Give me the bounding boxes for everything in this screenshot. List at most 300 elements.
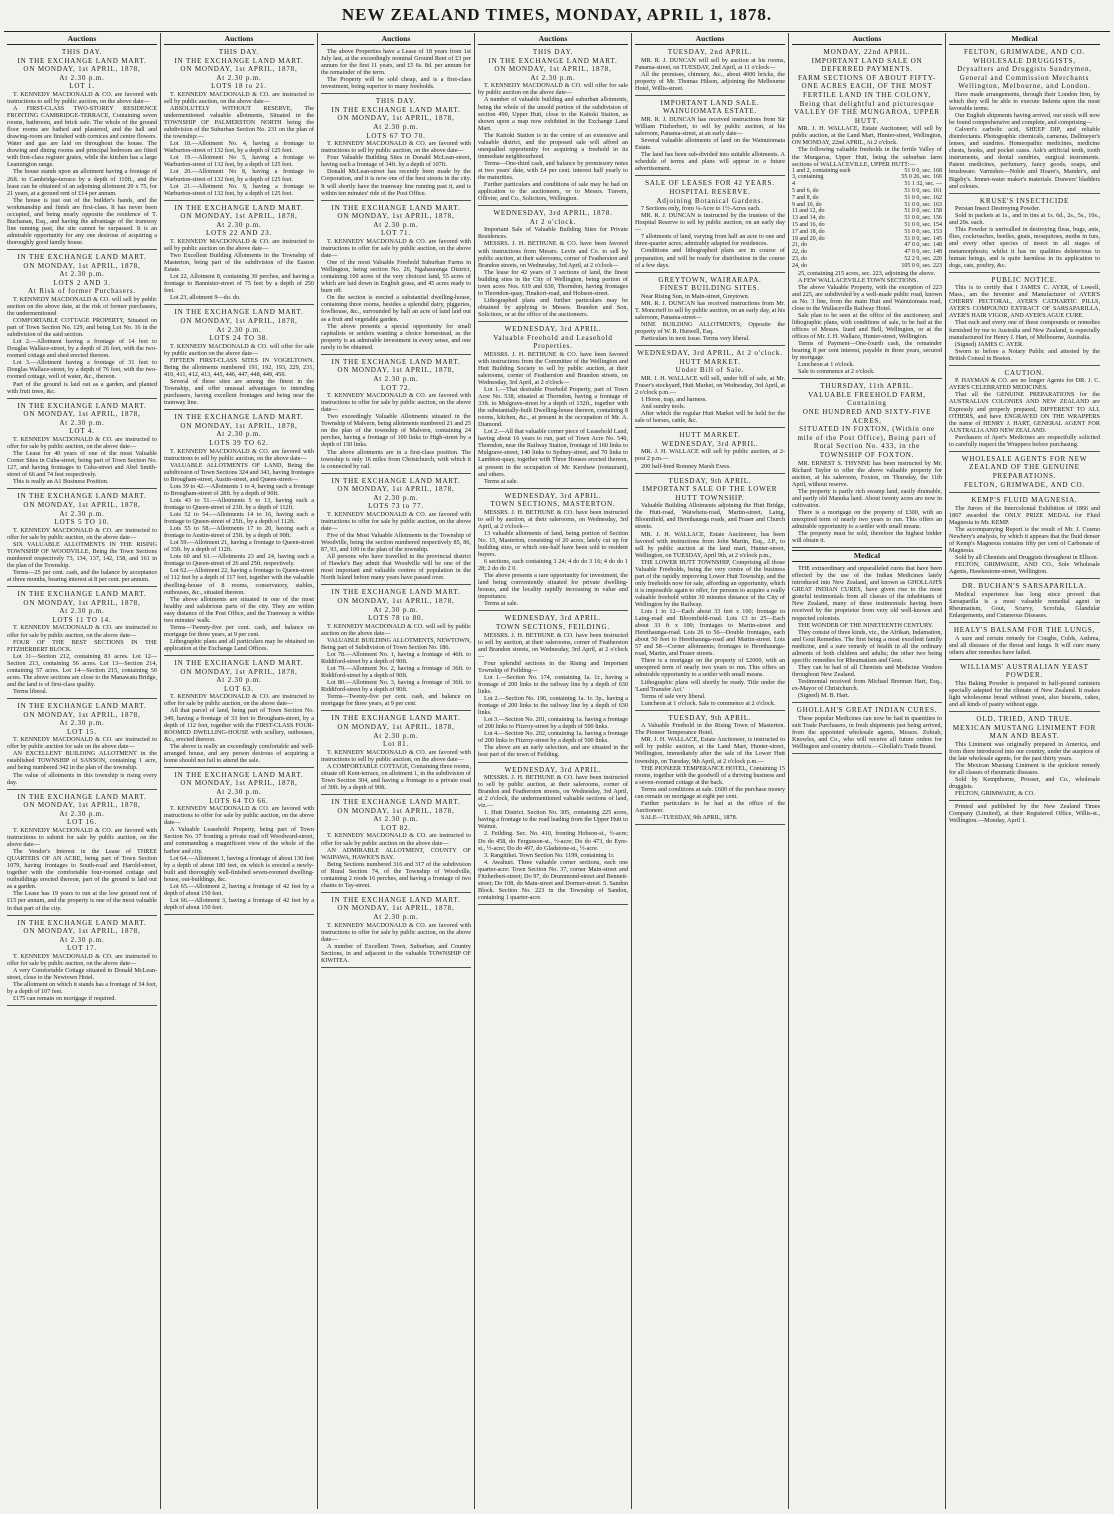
ad-paragraph: This is really an A1 Business Position. [13, 478, 109, 486]
ad-heading-line: At 2.30 p.m. [59, 270, 105, 279]
ad-paragraph: 1. Hutt District. Section No. 305, containing 225 acres, having a frontage to the road leading from the Upper Hutt to Wainui. [478, 809, 628, 831]
ad-heading-line: ON MONDAY, 1st APRIL, 1878, [180, 779, 298, 788]
ad-paragraph: Lots 52 to 54.—Allotments 14 to 16, having each a frontage to Queen-street of 25ft., by a depth of 112ft. [164, 511, 314, 526]
ad-heading-line: ON MONDAY, 1st APRIL, 1878, [23, 65, 141, 74]
ad-paragraph: Sold by Kempthorne, Prosser, and Co., wholesale druggists. [949, 776, 1100, 791]
advertisement [635, 178, 785, 272]
ad-heading-line: LOT 72. [381, 383, 411, 392]
ad-heading-line: IN THE EXCHANGE LAND MART. [331, 476, 461, 485]
ad-heading-line: Drysalters and Druggists Sundrymen, [957, 65, 1092, 74]
ad-heading-line: VALUABLE FREEHOLD FARM, Containing [808, 390, 926, 408]
ad-paragraph: T. KENNEDY MACDONALD & CO. are favored with instructions to sell by public auction, on the above date— [321, 748, 471, 763]
advertisement [949, 47, 1100, 194]
masthead-rule [4, 31, 1110, 32]
advertisement [478, 47, 628, 206]
lot-row [792, 242, 942, 249]
ad-paragraph: Calvert's carbolic acid, SHEEP DIP, and reliable disinfectants. Photographic chemicals, cameras, Dallmeyer's lenses, and sundries. Homeopathic medicines, medicine chests, books, and pocket cases. Ash's artificial teeth, tooth instruments, and dental sundries, surgical instruments. Patent medicines, perfumery, fancy goods, soaps, and brushware. Varnishes—Noble and Hoare's, Mander's, and Bigsby's. Jennet-water maker's materials. Drawers' bladders and colours. [949, 126, 1100, 190]
ad-paragraph: Lot 4.—Section No. 202, containing 1a. having a frontage of 200 links to Fitzroy-street by a depth of 500 links. [478, 730, 628, 745]
lot-row [792, 188, 942, 195]
ad-paragraph: The above allotments are situated in one of the most healthy and salubrious parts of the city. They are within easy distance of the Post Office, and the Tramway is within two minutes' walk. [164, 595, 314, 624]
ad-heading-line: WILLIAMS' AUSTRALIAN YEAST POWDER. [960, 662, 1089, 680]
ad-paragraph: 2. Feilding. Sec. No. 410, fronting Hobson-st., ½-acre; Do do 458, do Fergusson-st., ½-acre; Do do 473, do Eyre-st., ½-acre; Do do 497, do Gladstone-st., ½-acre. [478, 830, 628, 852]
lot-cell: 13 and 14, do [792, 215, 825, 222]
ad-paragraph: Two exceedingly Valuable Allotments situated in the Township of Malvern, being allotments numbered 21 and 25 on the plan of the township of Malvern, containing 24 perches, having a frontage of 100 links to High-street by a depth of 150 links. [321, 413, 471, 449]
ad-heading-line: TUESDAY, 9th APRIL. [668, 476, 752, 485]
ad-paragraph: Several of these sites are among the finest in the Township, and offer unusual advantages to intending purchasers, having excellent frontages and being near the tramway line. [164, 378, 314, 407]
advertisement [478, 765, 628, 905]
advertisement [949, 714, 1100, 801]
lot-cell: 51 0 0, sec. 161 [904, 188, 942, 195]
ad-paragraph: Lots 1 to 12—Each about 33 feet x 100; frontage to Laing-road and Bloomfield-road. Lots 13 to 25—Each about 33 ft x 100; frontages to Martin-street and Herethaunga-road. Lots 26 to 56—Double frontages, each about 50 feet to Herethaunga-road and Martin-street. Lots 57 and 58—Corner allotments; frontages to Herethaunga-road, Martin, and Fraser streets. [635, 608, 785, 658]
advertisement [321, 895, 471, 968]
ad-paragraph: And sundry tools. [641, 403, 686, 411]
ad-heading-line: GREYTOWN, WAIRARAPA. [658, 275, 762, 284]
lot-cell: 11 and 12, do [792, 208, 825, 215]
ad-paragraph: Sold in packets at 1s., and in tins at 1s. 6d., 2s., 5s., 10s., and 20s. each. [949, 212, 1100, 227]
ad-paragraph: T. KENNEDY MACDONALD & CO. are instructed to offer for sale by public auction, on the above date— [7, 436, 157, 451]
ad-heading-line: TUESDAY, 2nd APRIL. [667, 48, 753, 56]
ad-paragraph: T. KENNEDY MACDONALD & CO. are favored with instructions to offer for sale by public auction, on the above date— [321, 392, 471, 414]
ad-paragraph: VALUABLE ALLOTMENTS OF LAND, Being the subdivision of Town Sections 324 and 343, having frontages to Brougham-street, Austin-street, and Queen-street— [164, 461, 314, 483]
ad-paragraph: This Powder is unrivalled in destroying fleas, bugs, ants, flies, cockroaches, beetles, gnats, mosquitoes, moths in furs, and every other species of insect in all stages of metamorphosis; whilst it has no qualities deleterious to human beings, and is quite harmless in its application to dogs, cats, poultry, &c. [949, 226, 1100, 269]
lot-cell: 23, do [792, 255, 807, 262]
ad-heading-line: At 2.30 p.m. [216, 788, 262, 797]
ad-paragraph: T. KENNEDY MACDONALD & CO. are instructed to offer by public auction for sale on the above date— [7, 736, 157, 751]
ad-paragraph: ABSOLUTELY WITHOUT RESERVE, The undermentioned valuable allotments, Situated in the TOWNSHIP OF PALMERSTON NORTH being the subdivision of the Suburban Section No. 231 on the plan of the township:— [164, 105, 314, 141]
ad-heading-line: ON MONDAY, 1st APRIL, 1878, [23, 801, 141, 810]
advertisement [792, 381, 942, 548]
ad-paragraph: Terms of sale very liberal. [641, 692, 706, 700]
ad-heading-line: IN THE EXCHANGE LAND MART. [17, 492, 147, 501]
advertisement [321, 96, 471, 200]
ad-paragraph: Our English shipments having arrived, our stock will now be found comprehensive and complete, and comprising— [949, 112, 1100, 127]
ad-paragraph: The property is partly rich swamp land, easily drainable, and partly old Manuka land. About twenty acres are now in cultivation. [792, 487, 942, 509]
ad-paragraph: T. KENNEDY MACDONALD & CO. are instructed to offer for sale by public auction, on the above date— [164, 693, 314, 708]
ad-paragraph: The lease for 42 years of 3 sections of land, the finest building sites in the City of Wellington, being portion of town acres Nos. 619 and 630, Thorndon, having frontages to Thorndon-quay, Tinakori-road, and Hobson-street. [478, 268, 628, 297]
ad-heading-line: LOTS 24 TO 38. [209, 334, 269, 343]
ad-paragraph: Sale plan to be seen at the office of the auctioneer, and lithographic plans, with conditions of sale, to be had at the offices of Messrs. Izard and Bell, Wellington, or at the offices of Mr. J. H. Wallace, Hunter-street, Wellington. [792, 311, 942, 340]
ad-heading-line: ON MONDAY, 1st APRIL, 1878, [23, 410, 141, 419]
ad-heading-line: IMPORTANT SALE OF THE LOWER HUTT TOWNSHIP. [642, 485, 778, 502]
ad-paragraph: Lot 78.—Allotment No. 1, having a frontage of 46ft. to Riddiford-street by a depth of 90ft. [321, 651, 471, 666]
advertisement [949, 275, 1100, 366]
ad-heading-line: DR. BUCHAN'S SARSAPARILLA. [961, 582, 1088, 591]
ad-heading-line: WAINUIOMATA ESTATE. [662, 107, 758, 116]
lot-cell: 51 0 0, sec. 153 [904, 228, 942, 235]
advertisement [7, 401, 157, 490]
ad-heading-line: Wellington, Melbourne, and London. [958, 82, 1091, 91]
ad-heading-line: IN THE EXCHANGE LAND MART. [331, 357, 461, 366]
ad-paragraph: Lot 2.—Section No. 196, containing 1a. 1r. 3p., having a frontage of 200 links to the railway line by a depth of 630 links. [478, 695, 628, 717]
ad-paragraph: NINE BUILDING ALLOTMENTS, Opposite the property of W. R. Hutwell, Esq. [635, 320, 785, 336]
ad-heading-line: At 2.30 p.m. [373, 123, 419, 132]
lot-row [792, 195, 942, 202]
ad-paragraph: The following valuable freeholds in the fertile Valley of the Mungaroa, Upper Hutt, being the suburban farm sections of WALLACEVILLE, UPPER HUTT:— [792, 146, 942, 168]
ad-paragraph: All that parcel of land, being part of Town Section No. 349, having a frontage of 33 feet to Brougham-street, by a depth of 112 feet, together with the FIRST-CLASS FOUR-ROOMED DWELLING-HOUSE with scullery, outhouses, &c., erected thereon. [164, 707, 314, 743]
ad-paragraph: Lot 22, Allotment 8, containing 30 perches, and having a frontage to Bannister-street of 75 feet by a depth of 250 feet. [164, 273, 314, 295]
ad-paragraph: MR. J. H. WALLACE, Estate Auctioneer, is instructed to sell by public auction, at the Land Mart, Hunter-street, Wellington, immediately after the sale of the Lower Hutt township, on Tuesday, 9th April, at 2 o'clock p.m.— [635, 736, 785, 765]
ad-paragraph: A FEW WALLACEVILLE TOWN SECTIONS. [798, 276, 919, 284]
advertisement [478, 491, 628, 612]
ad-heading-line: At 2.30 p.m. [373, 220, 419, 229]
column-4 [475, 33, 632, 1509]
ad-paragraph: MR. J. H. WALLACE will sell, under bill of sale, at Mr. Fraser's stockyard, Hutt Market, on Wednesday, 3rd April, at 2 o'clock p.m.— [635, 374, 785, 396]
ad-heading-line: KEMP'S FLUID MAGNESIA. [971, 496, 1078, 505]
ad-paragraph: MR. R. J. DUNCAN is instructed by the trustees of the Hospital Reserve to sell by public auction, on an early day— [635, 212, 785, 234]
ad-heading-line: LOTS 39 TO 62. [209, 439, 269, 448]
advertisement [321, 587, 471, 711]
ad-heading-line: ON MONDAY, 1st APRIL, 1878, [180, 421, 298, 430]
advertisement [949, 581, 1100, 623]
ad-paragraph: MR. ERNEST S. THYNNE has been instructed by Mr. Richard Taylor to offer the above valuable property for auction, at his saleroom, Foxton, on Thursday, the 11th April, without reserve. [792, 459, 942, 488]
column-7 [946, 33, 1103, 1509]
ad-paragraph: All persons who have travelled in the provincial district of Hawke's Bay admit that Woodville will be one of the most important and valuable centres of population in the North Island before many years have passed over. [321, 553, 471, 582]
ad-paragraph: Luncheon at 1 o'clock. [798, 361, 855, 369]
ad-paragraph: Purchasers of Ayer's Medicines are respectfully solicited to carefully inspect the Wrappers before purchasing. [949, 433, 1100, 448]
ad-heading-line: At 2.30 p.m. [59, 73, 105, 82]
ad-paragraph: These popular Medicines can now be had in quantities to suit Trade Purchasers, in fresh shipments just being arrived, from the appointed wholesale agents, Messrs. Zohrab, Knowles, and Co., who will receive all future orders for Wellington and country districts.—Ghollah's Trade Brand. [792, 714, 942, 750]
ad-paragraph: THE extraordinary and unparalleled cures that have been effected by the use of the Indian Medicines lately introduced into New Zealand, and known as GHOLLAH'S GREAT INDIAN CURES, have given rise to the most grateful testimonials from all classes of the inhabitants of New Zealand, many of these testimonials having been received by the proprietor from very old well-known and respected colonists. [792, 565, 942, 622]
advertisement [949, 625, 1100, 660]
advertisement [949, 495, 1100, 579]
ad-heading-line: At 2.30 p.m. [373, 605, 419, 614]
ad-paragraph: Lot 18.—Allotment No. 4, having a frontage to Warburton-street of 132 feet, by a depth of 125 feet. [164, 140, 314, 155]
ad-heading-line: IN THE EXCHANGE LAND MART. [488, 56, 618, 65]
ad-heading-line: IN THE EXCHANGE LAND MART. [17, 253, 147, 261]
advertisement [635, 430, 785, 473]
ad-heading-line: At 2.30 p.m. [59, 418, 105, 427]
ad-heading-line: LOTS 2 AND 3. [53, 278, 111, 287]
lot-cell: 51 0 0, sec. 154 [904, 222, 942, 228]
section-heading: Auctions [635, 34, 785, 45]
ad-paragraph: The Vendor's Interest in the Lease of THREE QUARTERS OF AN ACRE, being part of Town Section 1079, having frontages to South-road and Harold-street, together with the comfortable four-roomed cottage and outbuildings erected thereon, part of the ground is laid out as a garden. [7, 848, 157, 891]
ad-heading-line: LOT 15. [67, 727, 97, 736]
ad-paragraph: SIX VALUABLE ALLOTMENTS IN THE RISING TOWNSHIP OF WOODVILLE, Being the Town Sections numbered respectively 73, 134, 137, 142, 158, and 161 in the plan of the Township. [7, 540, 157, 569]
advertisement [164, 307, 314, 410]
advertisement [7, 792, 157, 916]
ad-paragraph: Lot 64.—Allotment 1, having a frontage of about 130 feet by a depth of about 180 feet, on which is erected a newly-built and thoroughly well-finished seven-roomed dwelling-house, out-buildings, &c. [164, 854, 314, 883]
ad-heading-line: IN THE EXCHANGE LAND MART. [17, 590, 147, 599]
lot-cell: 5 and 6, do [792, 188, 819, 195]
ad-heading-line: ON MONDAY, 1st APRIL, 1878, [23, 500, 141, 509]
ad-paragraph: The allotment on which it stands has a frontage of 34 feet, by a depth of 107 feet. [7, 981, 157, 996]
lot-row [792, 263, 942, 270]
advertisement [7, 701, 157, 790]
lot-row [792, 222, 942, 229]
ad-heading-line: At 2.30 p.m. [216, 430, 262, 439]
ad-heading-line: LOT 17. [67, 944, 97, 953]
ad-paragraph: Lot 2.—Allotment having a frontage of 14 feet to Douglas Wallace-street, by a depth of 26 feet, with the two-roomed cottage and shed erected thereon. [7, 338, 157, 360]
ad-heading-line: FELTON, GRIMWADE, AND CO. [964, 48, 1085, 56]
advertisement [478, 613, 628, 762]
ad-heading-line: ON MONDAY, 1st APRIL, 1878, [180, 667, 298, 676]
advertisement [321, 357, 471, 474]
ad-paragraph: There is a mortgage on the property of £2000, with an unexpired term of nearly two years to run. This offers an admirable opportunity to a settler with small means. [635, 657, 785, 679]
ad-heading-line: TOWN SECTIONS, MASTERTON. [490, 500, 616, 509]
section-heading: Medical [949, 34, 1100, 45]
lot-cell: 15 and 16, do [792, 222, 825, 228]
ad-heading-line: IN THE EXCHANGE LAND MART. [331, 895, 461, 904]
ad-paragraph: Several valuable allotments of land on the Wainuiomata Estate. [635, 137, 785, 152]
ad-paragraph: £175 can remain on mortgage if required. [13, 995, 116, 1003]
ad-paragraph: Four Valuable Building Sites in Donald McLean-street, having each a frontage of 34ft. by a depth of 107ft. [321, 154, 471, 169]
ad-heading-line: At 2.30 p.m. [59, 509, 105, 518]
ad-paragraph: T. KENNEDY MACDONALD & CO. will sell by public auction on the above date— [321, 622, 471, 637]
ad-heading-line: IN THE EXCHANGE LAND MART. [174, 203, 304, 212]
ad-heading-line: WEDNESDAY, 3rd APRIL, At 2 o'clock. [637, 349, 783, 358]
ad-paragraph: MESSRS. J. H. BETHUNE & CO. have been favored with instructions from Messrs. Levin and Co. to sell by public auction, at their salerooms, corner of Featherston and Brandon streets, on Wednesday, 3rd April, at 2 o'clock— [478, 240, 628, 269]
ad-heading-line: LOTS 64 TO 66. [209, 796, 269, 805]
ad-paragraph: Five of the Most Valuable Allotments in the Township of Woodville, being the section numbered respectively 85, 86, 87, 93, and 100 in the plan of the township. [321, 532, 471, 554]
ad-paragraph: MESSRS. J. H. BETHUNE & CO. have been favored with instructions from the Committee of the Wellington and Hutt Building Society to sell by public auction, at their salerooms, corner of Featherston and Brandon streets, on Wednesday, 3rd April, at 2 o'clock— [478, 350, 628, 386]
lot-cell: 55 0 26, sec. 166 [901, 174, 942, 181]
ad-paragraph: 4. Awahuri. Three valuable corner sections, each one quarter-acre: Town Section No. 37, corner Main-street and Fitzherbert-street; Do 97, do Drummond-street and Bennett-street; Do 108, do Main-street and Dormer-street. 5. Sandon Block. Section No. 223 in the Township of Sandon, containing 1 quarter-acre. [478, 858, 628, 901]
ad-paragraph: The Kaitoki Station is in the centre of an extensive and valuable district, and the proposed sale will afford an unequalled opportunity for acquiring a freehold in its immediate neighbourhood. [478, 131, 628, 160]
ad-paragraph: T. KENNEDY MACDONALD & CO. are instructed to offer for sale by public auction, on the above date— [7, 526, 157, 541]
advertisement [321, 713, 471, 795]
ad-paragraph: The Mexican Mustang Liniment is the quickest remedy for all classes of rheumatic diseases. [949, 762, 1100, 777]
ad-heading-line: IN THE EXCHANGE LAND MART. [174, 56, 304, 65]
advertisement [321, 203, 471, 355]
lot-cell: 24, do [792, 262, 807, 269]
ad-heading-line: IN THE EXCHANGE LAND MART. [17, 401, 147, 410]
columns-area [4, 33, 1110, 1509]
masthead: NEW ZEALAND TIMES, MONDAY, APRIL 1, 1878. [341, 5, 773, 24]
ad-paragraph: Lot 79.—Allotment No. 2, having a frontage of 36ft. to Riddiford-street by a depth of 90ft. [321, 665, 471, 680]
ad-paragraph: A COMFORTABLE COTTAGE, Containing three rooms, situate off Kent-terrace, on allotment 1, in the subdivision of Town Section 304, and having a frontage to a private road of 30ft. by a depth of 90ft. [321, 762, 471, 792]
ad-heading-line: At 2.30 p.m. [373, 374, 419, 383]
ad-paragraph: Further particulars to be had at the office of the Auctioneer. [635, 799, 785, 814]
advertisement [949, 662, 1100, 712]
ad-paragraph: Lot 80.—Allotment No. 3, having a frontage of 36ft. to Riddiford-street by a depth of 90ft. [321, 679, 471, 694]
lot-cell: 7 and 8, do [792, 194, 819, 201]
lot-cell: 19 and 20, do [792, 235, 825, 242]
advertisement [792, 705, 942, 754]
lot-cell: 1 and 2, containing each [792, 167, 851, 174]
ad-heading-line: WEDNESDAY, 3rd APRIL. [504, 765, 602, 774]
ad-paragraph: Terms of Payment—One-fourth cash, the remainder bearing 8 per cent interest, payable in three years, secured by mortgage. [792, 340, 942, 362]
ad-paragraph: The above Valuable Property, with the exception of 223 and 225, are subdivided by a well-made public road, known as No. 3 line, from the main Hutt and Wainuiomata road, close to the Wallaceville Railway Hotel. [792, 283, 942, 312]
advertisement [478, 324, 628, 489]
ad-paragraph: Persian Insect Destroying Powder. [955, 205, 1041, 213]
ad-paragraph: The above Properties have a Lease of 18 years from 1st July last, at the exceedingly nominal Ground Rent of £3 per annum for the first 11 years, and £5 6s. 8d. per annum for the remainder of the term. [321, 48, 471, 77]
ad-heading-line: THIS DAY. [375, 97, 417, 106]
ad-paragraph: Testimonial received from Michael Brennan Hart, Esq., ex-Mayor of Christchurch. [792, 677, 942, 692]
ad-paragraph: A FIRST-CLASS TWO-STOREY RESIDENCE FRONTING CAMBRIDGE-TERRACE, Containing seven rooms, bathroom, and brick safe. The whole of the ground floor rooms are bathed and plastered, and the hall and drawing-room are finished with cornices and centre flowers. Water and gas are laid on throughout the house. The drawing and dining rooms and principal bedroom are fitted with first-class register grates, while the kitchen has a large Leamington range. [7, 105, 157, 169]
ad-heading-line: Lot 81. [382, 740, 410, 749]
ad-paragraph: (Signed) M. B. Hart. [798, 692, 850, 700]
ad-paragraph: Lot 66.—Allotment 3, having a frontage of 42 feet by a depth of about 150 feet. [164, 896, 314, 911]
lot-cell: 52 2 0, sec. 220 [904, 255, 942, 262]
ad-paragraph: A number of Excellent Town, Suburban, and Country Sections, in and adjacent to the valuable TOWNSHIP OF KIWITEA. [321, 942, 471, 964]
lot-row [792, 202, 942, 209]
ad-heading-line: LOTS 11 TO 14. [52, 615, 112, 624]
ad-heading-line: SALE OF LEASES FOR 42 YEARS. [645, 179, 775, 188]
ad-paragraph: T. KENNEDY MACDONALD & CO. are favored with instructions to offer for sale by public auction, on the above date— [321, 511, 471, 533]
ad-heading-line: LOT 16. [67, 818, 97, 827]
ad-heading-line: ON MONDAY, 1st APRIL, 1878, [337, 114, 455, 123]
lot-cell: 51 0 0, sec. 156 [904, 215, 942, 222]
advertisement [792, 564, 942, 703]
ad-paragraph: Lithographic plans and all particulars may be obtained on application at the Exchange Land Offices. [164, 637, 314, 652]
ad-heading-line: WEDNESDAY, 3rd APRIL, 1878. [493, 209, 613, 218]
ad-paragraph: T. KENNEDY MACDONALD & CO. are favored with instructions to offer for sale by public auction, on the above date— [321, 921, 471, 943]
advertisement [321, 47, 471, 94]
ad-heading-line: MONDAY, 22nd APRIL. [823, 48, 911, 56]
ad-paragraph: The above is really an exceedingly comfortable and well-arranged house, and any person desirous of acquiring a home should not fail to attend the sale. [164, 742, 314, 764]
ad-paragraph: Sale to commence at 2 o'clock. [798, 368, 875, 376]
ad-paragraph: Lot 11—Section 212, containing 83 acres. Lot 12—Section 213, containing 56 acres. Lot 13—Section 214, containing 57 acres. Lot 14—Section 215, containing 50 acres. The above sections are close to the Manawatu Bridge, and the land is of first-class quality. [7, 652, 157, 688]
ad-paragraph: The house stands upon an allotment having a frontage of 26ft. to Cambridge-terrace by a depth of 110ft., and the lease can be obtained of an adjoining allotment 20 x 75, for 21 years, at a ground rent of £14 per annum. [7, 168, 157, 197]
ad-paragraph: The house is just out of the builder's hands, and the workmanship and finish are first-class. It has never been occupied, and being nearly opposite the residence of T. Buchanan, Esq., and having the advantage of the tramway line running past, the site cannot be surpassed. It is an admirable opportunity for any one desirous of acquiring a thoroughly good family house. [7, 196, 157, 246]
advertisement [635, 348, 785, 428]
ad-paragraph: MR. R. J. DUNCAN will sell by auction at his rooms, Panama-street, on TUESDAY, 2nd April, at 11 o'clock— [635, 56, 785, 71]
column-6 [789, 33, 946, 1509]
ad-paragraph: A sure and certain remedy for Coughs, Colds, Asthma, and all diseases of the throat and lungs. It will cure many others after remedies have failed. [949, 634, 1100, 656]
ad-paragraph: All the premises, chimney, &c., about 4000 bricks, the property of Mr. Thomas Hilson, adjoining the Melbourne Hotel, Willis-street. [635, 70, 785, 92]
advertisement [164, 203, 314, 306]
ad-paragraph: 7 allotments of land, varying from half an acre to one and three-quarter acres; admirably adapted for residences. [635, 233, 785, 248]
ad-paragraph: T. KENNEDY MACDONALD & CO. are favored with instructions to sell by public auction, on the above date— [164, 447, 314, 462]
ad-paragraph: Terms—One-third cash, and balance by promissory notes at two years' date, with £4 per cent. interest half yearly to the maturities. [478, 159, 628, 181]
ad-paragraph: A very Comfortable Cottage situated in Donald McLean-street, close to the Newtown Hotel. [7, 967, 157, 982]
ad-heading-line: THIS DAY. [532, 48, 574, 56]
ad-heading-line: IN THE EXCHANGE LAND MART. [174, 659, 304, 667]
ad-heading-line: IN THE EXCHANGE LAND MART. [17, 918, 147, 927]
ad-heading-line: ON MONDAY, 1st APRIL, 1878, [23, 598, 141, 607]
advertisement [949, 454, 1100, 493]
ad-paragraph: MESSRS. J. H. BETHUNE & CO. have been instructed to sell by auction, at their salerooms, on Wednesday, 3rd April, at 2 o'clock— [478, 508, 628, 530]
ad-paragraph: T. KENNEDY MACDONALD & CO. are favored with instructions to submit for sale by public auction, on the above date— [7, 827, 157, 849]
section-heading: Auctions [7, 34, 157, 45]
ad-heading-line: HEALY'S BALSAM FOR THE LUNGS, [953, 626, 1096, 635]
ad-paragraph: That each and every one of these compounds or remedies furnished by me to Australia and New Zealand, is especially manufactured for Henry J. Hart, of Melbourne, Australia. [949, 319, 1100, 341]
ad-paragraph: The above are an early selection, and are situated in the best part of the town of Feilding. [478, 744, 628, 759]
ad-heading-line: HUTT MARKET. [679, 357, 741, 366]
column-2 [161, 33, 318, 1509]
ad-heading-line: KRUSE'S INSECTICIDE [979, 196, 1070, 205]
ad-paragraph: Medical experience has long since proved that Sarsaparilla is a most valuable remedial agent in Rheumatism, Gout, Scurvy, Scrofula, Glandular Enlargements, and Cutaneous Diseases. [949, 590, 1100, 619]
ad-heading-line: ON MONDAY, 1st APRIL, 1878, [337, 212, 455, 221]
lot-row [792, 229, 942, 236]
ad-heading-line: THIS DAY. [61, 48, 103, 56]
ad-heading-line: GHOLLAH'S GREAT INDIAN CURES. [796, 706, 938, 715]
ad-heading-line: PUBLIC NOTICE. [991, 275, 1058, 284]
ad-paragraph: Lot 20.—Allotment No 8, having a frontage to Warburton-street of 132 feet, by a depth of 125 feet. [164, 168, 314, 183]
ad-paragraph: T. KENNEDY MACDONALD & CO. will offer for sale by public auction on the above date— [478, 82, 628, 97]
advertisement [7, 47, 157, 250]
ad-paragraph: 6 sections, each containing 3 24; 4 do do 3 16; 4 do do 1 28; 2 do do 2 0. [478, 558, 628, 573]
ad-paragraph: The Property will be sold cheap, and is a first-class investment, being superior to many freeholds. [321, 76, 471, 91]
ad-heading-line: Under Bill of Sale. [675, 366, 745, 375]
ad-heading-line: IMPORTANT LAND SALE ON DEFERRED PAYMENTS. [811, 56, 923, 74]
section-heading: Auctions [321, 34, 471, 45]
ad-heading-line: At 2.30 p.m. [216, 325, 262, 334]
ad-paragraph: Lot 65.—Allotment 2, having a frontage of 42 feet by a depth of about 150 feet. [164, 882, 314, 897]
ad-paragraph: They can be had of all Chemists and Medicine Vendors throughout New Zealand. [792, 663, 942, 678]
ad-paragraph: The above allotments are in a first-class position. The township is only 16 miles from Christchurch, with which it is connected by rail. [321, 448, 471, 470]
ad-paragraph: Lots 55 to 58.—Allotments 17 to 20, having each a frontage to Austin-street of 25ft. by a depth of 90ft. [164, 525, 314, 540]
lot-cell: 51 0 0, sec. 158 [904, 208, 942, 215]
ad-paragraph: Terms—Twenty-five per cent. cash, and balance on mortgage for three years, at 9 per cent. [164, 623, 314, 638]
section-heading: Medical [792, 550, 942, 562]
ad-paragraph: Terms liberal. [13, 687, 48, 695]
ad-heading-line: WEDNESDAY, 3rd APRIL. [661, 439, 759, 448]
ad-paragraph: T. KENNEDY MACDONALD & CO. are instructed to offer for sale by public auction, on the above date— [7, 624, 157, 639]
ad-heading-line: FARM SECTIONS OF ABOUT FIFTY-ONE ACRES EACH, OF THE MOST FERTILE LAND IN THE COLONY, [797, 73, 937, 99]
lot-cell: 51 0 0, sec. 145 [904, 235, 942, 242]
ad-paragraph: 25, containing 215 acres, sec. 223, adjoining the above. [798, 269, 936, 277]
ad-paragraph: MR. J. H. WALLACE, Estate Auctioneer, has been favored with instructions from John Martin, Esq., J.P., to sell by public auction at the land mart, Hunter-street, Wellington, on TUESDAY, April 9th, at 2 o'clock p.m., [635, 530, 785, 559]
ad-paragraph: The land has been sub-divided into suitable allotments. A schedule of terms and plans will appear in a future advertisement. [635, 151, 785, 173]
section-heading: Auctions [164, 34, 314, 45]
ad-paragraph: MESSRS. J. H. BETHUNE & CO. have been instructed to sell by public auction, at their salerooms, corner of Brandon and Featherston streets, on Wednesday, 3rd April, at 2 o'clock, the undermentioned valuable sections of land, viz.— [478, 774, 628, 810]
ad-heading-line: At 2.30 p.m. [216, 73, 262, 82]
ad-heading-line: At 2.30 p.m. [216, 220, 262, 229]
ad-paragraph: They consist of three kinds, viz., the Afrikan, Indamation, and Gout Remedies. The first being a most excellent family medicine, and a sure remedy of health in all the ordinary ailments of both children and adults; the other two being specific remedies for Rheumatism and Gout. [792, 628, 942, 664]
ad-heading-line: LOTS 18 to 21. [211, 82, 267, 91]
ad-heading-line: ON MONDAY, 1st APRIL, 1878, [180, 212, 298, 221]
column-1 [4, 33, 161, 1509]
ad-heading-line: At 2.30 p.m. [373, 913, 419, 922]
ad-paragraph: The property must be sold, therefore the highest bidder will obtain it. [792, 530, 942, 545]
ad-paragraph: Donald McLean-street has recently been made by the Corporation, and it is now one of the best streets in the city. It will shortly have the tramway line running past it, and is within ten minutes' ride of the Post Office. [321, 168, 471, 197]
lot-row [792, 256, 942, 263]
ad-heading-line: At 2.30 p.m. [530, 73, 576, 82]
ad-paragraph: That all the GENUINE PREPARATIONS for the AUSTRALIAN COLONIES AND NEW ZEALAND are Expressly and properly prepared, DIFFERENT TO ALL OTHERS, and have ENGRAVED ON THE WRAPPERS the name of HENRY J. HART, GENERAL AGENT FOR AUSTRALIA AND NEW ZEALAND. [949, 391, 1100, 434]
ad-paragraph: Sworn to before a Notary Public and attested by the British Consul in Boston. [949, 347, 1100, 362]
ad-paragraph: The Jurors of the Intercolonial Exhibition of 1866 and 1867 awarded the ONLY PRIZE MEDAL for Fluid Magnesia to Mr. KEMP. [949, 504, 1100, 526]
ad-paragraph: THE WONDER OF THE NINETEENTH CENTURY. [798, 621, 934, 629]
advertisement [321, 797, 471, 893]
ad-paragraph: Terms at sale. [484, 600, 519, 608]
ad-heading-line: IN THE EXCHANGE LAND MART. [174, 413, 304, 422]
ad-heading-line: LOT 4. [69, 427, 95, 436]
ad-paragraph: The above presents a special opportunity for small capitalists or settlers wanting a choice homestead, as the property is an admirable investment in every sense, and one rarely to be obtained. [321, 322, 471, 351]
advertisement [7, 252, 157, 399]
ad-heading-line: IN THE EXCHANGE LAND MART. [331, 105, 461, 114]
ad-heading-line: At 2.30 p.m. [373, 493, 419, 502]
ad-paragraph: MESSRS. J. H. BETHUNE & CO. have been instructed to sell by auction, at their salerooms, corner of Featherston and Brandon streets, on Wednesday, 3rd April, at 2 o'clock— [478, 631, 628, 660]
ad-paragraph: THE LOWER HUTT TOWNSHIP, Comprising all those Valuable Freeholds, being the very centre of the business part of the rapidly improving Lower Hutt Township, and the only freeholds now for sale, affording an opportunity, which it is impossible again to offer, for persons to acquire a really valuable freehold within 30 minutes distance of the City of Wellington by the Railway. [635, 558, 785, 608]
ad-paragraph: Conditions and lithographed plans are in course of preparation, and will be ready for distribution in the course of a few days. [635, 247, 785, 269]
ad-paragraph: Lot 59.—Allotment 21, having a frontage to Queen-street of 33ft. by a depth of 112ft. [164, 539, 314, 554]
ad-paragraph: Terms and conditions at sale. £600 of the purchase money can remain on mortgage at eight per cent. [635, 785, 785, 800]
section-heading: Auctions [478, 34, 628, 45]
ad-heading-line: ON MONDAY, 1st APRIL, 1878, [337, 597, 455, 606]
ad-paragraph: FOUR OF THE BEST SECTIONS IN THE FITZHERBERT BLOCK. [7, 638, 157, 653]
ad-heading-line: LOT 1. [69, 82, 95, 91]
advertisement [164, 47, 314, 201]
lot-cell: 51 0 0, sec. 168 [904, 167, 942, 174]
ad-heading-line: IN THE EXCHANGE LAND MART. [174, 770, 304, 779]
ad-paragraph: T. KENNEDY MACDONALD & CO. are favored with instructions to offer for sale by public auction, on the above date— [164, 805, 314, 827]
ad-paragraph: A number of valuable building and suburban allotments, being the whole of the unsold portion of the subdivision of section 490, Upper Hutt, close to the Kaitoki Station, as shown upon a map now exhibited in the Exchange Land Mart. [478, 96, 628, 132]
ad-paragraph: Terms—Twenty-five per cent. cash, and balance on mortgage for three years, at 9 per cent. [321, 693, 471, 708]
advertisement [478, 208, 628, 322]
ad-paragraph: T. KENNEDY MACDONALD & CO. are favored with instructions to sell by public auction, on the above date— [321, 140, 471, 155]
imprint: Printed and published by the New Zealand Times Company (Limited), at their Registered Office, Willis-st., Wellington.—Monday, April 1. [949, 803, 1100, 825]
section-heading: Auctions [792, 34, 942, 45]
ad-paragraph: Lot 3.—Allotment having a frontage of 31 feet to Douglas Wallace-street, by a depth of 76 feet, with the two-roomed cottage, well of water, &c., thereon. [7, 359, 157, 381]
ad-paragraph: Lots 60 and 61.—Allotments 23 and 24, having each a frontage to Queen-street of 26 and 25ft. respectively. [164, 553, 314, 568]
ad-paragraph: Being Sections numbered 316 and 317 of the subdivision of Rural Section 74, of the Township of Woodville, containing 2 roods 16 perches, and having a frontage of two chains to Tay-street. [321, 860, 471, 889]
lot-cell: 47 0 0, sec. 148 [904, 242, 942, 249]
ad-paragraph: T. KENNEDY MACDONALD & CO. are favored with instructions to sell by public auction, on the above date— [7, 90, 157, 106]
ad-paragraph: Lithographic plans will shortly be ready. Title under the 'Land Transfer Act.' [635, 678, 785, 693]
ad-paragraph: MR. J. H. WALLACE will sell by public auction, at 2-post 2 p.m.— [635, 448, 785, 463]
ad-heading-line: ON MONDAY, 1st APRIL, 1878, [23, 710, 141, 719]
